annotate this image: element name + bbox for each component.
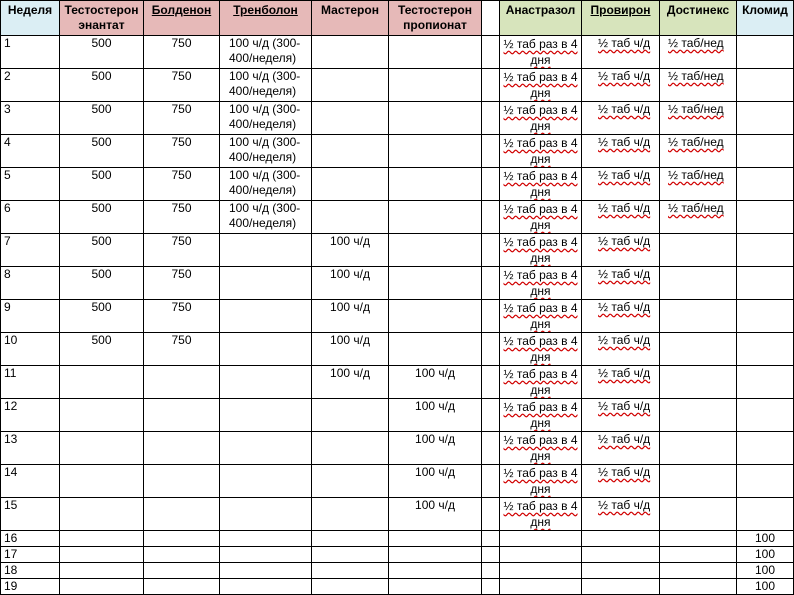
cell-spacer xyxy=(482,498,500,531)
cell-dostinex: ½ таб/нед xyxy=(660,201,737,234)
cell-proviron: ½ таб ч/д xyxy=(582,102,660,135)
cell-trenbolone: 100 ч/д (300-400/неделя) xyxy=(220,135,312,168)
cell-test-enanthate: 500 xyxy=(60,69,144,102)
cell-anastrozole: ½ таб раз в 4 дня xyxy=(500,234,582,267)
cell-clomid xyxy=(737,267,794,300)
cell-boldenone xyxy=(144,498,220,531)
cell-test-propionate: 100 ч/д xyxy=(389,498,482,531)
cell-spacer xyxy=(482,432,500,465)
cell-boldenone xyxy=(144,366,220,399)
cell-test-propionate xyxy=(389,234,482,267)
cell-clomid xyxy=(737,333,794,366)
cell-masteron xyxy=(312,102,389,135)
cell-boldenone xyxy=(144,399,220,432)
cell-boldenone xyxy=(144,432,220,465)
cell-week: 18 xyxy=(1,563,60,579)
cell-masteron: 100 ч/д xyxy=(312,333,389,366)
cell-anastrozole: ½ таб раз в 4 дня xyxy=(500,168,582,201)
cell-clomid: 100 xyxy=(737,547,794,563)
cell-test-propionate xyxy=(389,579,482,595)
cell-trenbolone xyxy=(220,300,312,333)
cell-test-enanthate xyxy=(60,366,144,399)
cell-test-enanthate: 500 xyxy=(60,234,144,267)
cell-spacer xyxy=(482,531,500,547)
cell-proviron: ½ таб ч/д xyxy=(582,234,660,267)
cell-test-propionate: 100 ч/д xyxy=(389,399,482,432)
cell-anastrozole: ½ таб раз в 4 дня xyxy=(500,69,582,102)
cell-spacer xyxy=(482,366,500,399)
cell-test-propionate xyxy=(389,36,482,69)
cell-proviron: ½ таб ч/д xyxy=(582,168,660,201)
cell-clomid xyxy=(737,432,794,465)
table-row xyxy=(1,69,794,102)
cell-anastrozole: ½ таб раз в 4 дня xyxy=(500,36,582,69)
cell-test-propionate xyxy=(389,333,482,366)
cell-boldenone: 750 xyxy=(144,201,220,234)
cell-masteron xyxy=(312,36,389,69)
cell-anastrozole xyxy=(500,531,582,547)
cell-week: 14 xyxy=(1,465,60,498)
cell-spacer xyxy=(482,102,500,135)
cell-trenbolone xyxy=(220,366,312,399)
cell-test-enanthate xyxy=(60,465,144,498)
cell-week: 4 xyxy=(1,135,60,168)
table-body xyxy=(1,36,794,595)
cell-trenbolone xyxy=(220,399,312,432)
cell-spacer xyxy=(482,69,500,102)
cell-week: 7 xyxy=(1,234,60,267)
cell-clomid xyxy=(737,168,794,201)
cell-test-propionate xyxy=(389,201,482,234)
cell-masteron xyxy=(312,465,389,498)
cell-proviron: ½ таб ч/д xyxy=(582,69,660,102)
cell-spacer xyxy=(482,36,500,69)
cell-boldenone xyxy=(144,579,220,595)
table-row xyxy=(1,135,794,168)
cell-spacer xyxy=(482,300,500,333)
cell-test-enanthate xyxy=(60,432,144,465)
cell-clomid xyxy=(737,498,794,531)
cell-anastrozole: ½ таб раз в 4 дня xyxy=(500,399,582,432)
cell-masteron xyxy=(312,498,389,531)
cell-trenbolone xyxy=(220,498,312,531)
cell-trenbolone xyxy=(220,563,312,579)
cell-spacer xyxy=(482,563,500,579)
table-row xyxy=(1,547,794,563)
cell-dostinex: ½ таб/нед xyxy=(660,36,737,69)
cell-boldenone xyxy=(144,547,220,563)
cell-clomid: 100 xyxy=(737,563,794,579)
cell-masteron: 100 ч/д xyxy=(312,366,389,399)
table-row xyxy=(1,267,794,300)
cell-boldenone: 750 xyxy=(144,69,220,102)
table-row xyxy=(1,563,794,579)
cell-masteron xyxy=(312,432,389,465)
cell-trenbolone xyxy=(220,267,312,300)
cell-test-enanthate xyxy=(60,531,144,547)
cell-week: 13 xyxy=(1,432,60,465)
cell-test-enanthate: 500 xyxy=(60,102,144,135)
cell-proviron: ½ таб ч/д xyxy=(582,201,660,234)
cell-proviron: ½ таб ч/д xyxy=(582,399,660,432)
cell-masteron: 100 ч/д xyxy=(312,300,389,333)
table-row xyxy=(1,300,794,333)
cell-week: 11 xyxy=(1,366,60,399)
cell-boldenone: 750 xyxy=(144,267,220,300)
table-row xyxy=(1,432,794,465)
cell-week: 2 xyxy=(1,69,60,102)
cell-anastrozole: ½ таб раз в 4 дня xyxy=(500,201,582,234)
table-row xyxy=(1,366,794,399)
cell-anastrozole: ½ таб раз в 4 дня xyxy=(500,300,582,333)
table-row xyxy=(1,399,794,432)
cell-spacer xyxy=(482,135,500,168)
cell-test-enanthate xyxy=(60,547,144,563)
cell-proviron xyxy=(582,547,660,563)
cell-dostinex xyxy=(660,563,737,579)
cell-test-propionate: 100 ч/д xyxy=(389,465,482,498)
cell-test-propionate xyxy=(389,563,482,579)
cell-test-enanthate: 500 xyxy=(60,135,144,168)
cell-boldenone: 750 xyxy=(144,333,220,366)
cell-trenbolone xyxy=(220,531,312,547)
table-row xyxy=(1,579,794,595)
table-row xyxy=(1,234,794,267)
cell-proviron xyxy=(582,563,660,579)
cell-week: 10 xyxy=(1,333,60,366)
cell-boldenone: 750 xyxy=(144,234,220,267)
cell-anastrozole: ½ таб раз в 4 дня xyxy=(500,267,582,300)
cell-dostinex xyxy=(660,465,737,498)
cell-week: 19 xyxy=(1,579,60,595)
cell-week: 3 xyxy=(1,102,60,135)
cell-week: 6 xyxy=(1,201,60,234)
cell-dostinex xyxy=(660,531,737,547)
cell-boldenone: 750 xyxy=(144,102,220,135)
cell-proviron: ½ таб ч/д xyxy=(582,333,660,366)
cell-dostinex: ½ таб/нед xyxy=(660,135,737,168)
cell-week: 8 xyxy=(1,267,60,300)
cell-test-enanthate xyxy=(60,563,144,579)
cell-dostinex xyxy=(660,267,737,300)
cell-clomid: 100 xyxy=(737,531,794,547)
cell-masteron xyxy=(312,135,389,168)
cell-anastrozole: ½ таб раз в 4 дня xyxy=(500,366,582,399)
cell-spacer xyxy=(482,465,500,498)
cell-boldenone: 750 xyxy=(144,135,220,168)
cell-spacer xyxy=(482,547,500,563)
header-test-propionate: Тестостерон пропионат xyxy=(389,1,482,36)
cell-clomid xyxy=(737,201,794,234)
cell-boldenone xyxy=(144,465,220,498)
cell-clomid: 100 xyxy=(737,579,794,595)
cell-anastrozole: ½ таб раз в 4 дня xyxy=(500,102,582,135)
cell-test-propionate: 100 ч/д xyxy=(389,366,482,399)
cell-spacer xyxy=(482,168,500,201)
cell-anastrozole xyxy=(500,547,582,563)
cell-week: 5 xyxy=(1,168,60,201)
cell-test-enanthate: 500 xyxy=(60,300,144,333)
cell-test-enanthate xyxy=(60,579,144,595)
cell-boldenone xyxy=(144,531,220,547)
cell-clomid xyxy=(737,69,794,102)
cell-masteron xyxy=(312,399,389,432)
cell-boldenone: 750 xyxy=(144,300,220,333)
cell-dostinex: ½ таб/нед xyxy=(660,69,737,102)
cell-dostinex xyxy=(660,300,737,333)
table-row xyxy=(1,36,794,69)
cell-masteron xyxy=(312,547,389,563)
cell-proviron: ½ таб ч/д xyxy=(582,465,660,498)
table-row xyxy=(1,333,794,366)
cell-proviron: ½ таб ч/д xyxy=(582,498,660,531)
cell-anastrozole: ½ таб раз в 4 дня xyxy=(500,465,582,498)
table-row xyxy=(1,102,794,135)
cell-test-enanthate: 500 xyxy=(60,201,144,234)
table-row xyxy=(1,498,794,531)
cell-test-enanthate xyxy=(60,399,144,432)
cell-test-propionate xyxy=(389,267,482,300)
cell-spacer xyxy=(482,201,500,234)
cell-trenbolone: 100 ч/д (300-400/неделя) xyxy=(220,36,312,69)
cell-test-propionate xyxy=(389,168,482,201)
cell-test-enanthate: 500 xyxy=(60,267,144,300)
table-row xyxy=(1,465,794,498)
cell-clomid xyxy=(737,366,794,399)
header-trenbolone: Тренболон xyxy=(220,1,312,36)
cell-week: 9 xyxy=(1,300,60,333)
cell-masteron: 100 ч/д xyxy=(312,234,389,267)
header-row xyxy=(1,1,794,36)
cell-boldenone: 750 xyxy=(144,168,220,201)
cell-trenbolone: 100 ч/д (300-400/неделя) xyxy=(220,69,312,102)
cell-test-enanthate: 500 xyxy=(60,36,144,69)
cell-dostinex: ½ таб/нед xyxy=(660,168,737,201)
cell-test-propionate xyxy=(389,531,482,547)
cell-dostinex xyxy=(660,366,737,399)
table-row xyxy=(1,531,794,547)
cell-proviron: ½ таб ч/д xyxy=(582,36,660,69)
cell-masteron xyxy=(312,579,389,595)
cell-trenbolone: 100 ч/д (300-400/неделя) xyxy=(220,201,312,234)
cell-dostinex xyxy=(660,234,737,267)
cell-anastrozole xyxy=(500,579,582,595)
header-spacer xyxy=(482,1,500,36)
cell-clomid xyxy=(737,102,794,135)
cell-proviron: ½ таб ч/д xyxy=(582,300,660,333)
cell-clomid xyxy=(737,36,794,69)
header-anastrozole: Анастразол xyxy=(500,1,582,36)
cell-spacer xyxy=(482,399,500,432)
cell-dostinex xyxy=(660,432,737,465)
cell-proviron: ½ таб ч/д xyxy=(582,267,660,300)
cell-trenbolone xyxy=(220,432,312,465)
cell-dostinex xyxy=(660,399,737,432)
cell-test-propionate xyxy=(389,547,482,563)
header-week: Неделя xyxy=(1,1,60,36)
cell-anastrozole: ½ таб раз в 4 дня xyxy=(500,333,582,366)
cell-anastrozole: ½ таб раз в 4 дня xyxy=(500,135,582,168)
cell-spacer xyxy=(482,579,500,595)
cell-proviron xyxy=(582,579,660,595)
table-row xyxy=(1,168,794,201)
cell-week: 17 xyxy=(1,547,60,563)
header-masteron: Мастерон xyxy=(312,1,389,36)
cell-dostinex xyxy=(660,547,737,563)
cell-dostinex: ½ таб/нед xyxy=(660,102,737,135)
cell-clomid xyxy=(737,234,794,267)
cell-clomid xyxy=(737,399,794,432)
cell-test-propionate xyxy=(389,69,482,102)
cell-trenbolone: 100 ч/д (300-400/неделя) xyxy=(220,168,312,201)
cell-proviron: ½ таб ч/д xyxy=(582,135,660,168)
cell-dostinex xyxy=(660,498,737,531)
cell-anastrozole: ½ таб раз в 4 дня xyxy=(500,498,582,531)
cell-spacer xyxy=(482,333,500,366)
cell-week: 16 xyxy=(1,531,60,547)
header-boldenone: Болденон xyxy=(144,1,220,36)
cell-week: 12 xyxy=(1,399,60,432)
cell-test-propionate xyxy=(389,135,482,168)
cell-proviron: ½ таб ч/д xyxy=(582,432,660,465)
table-row xyxy=(1,201,794,234)
cell-trenbolone xyxy=(220,547,312,563)
header-proviron: Провирон xyxy=(582,1,660,36)
cell-trenbolone xyxy=(220,333,312,366)
cell-test-enanthate xyxy=(60,498,144,531)
cell-masteron xyxy=(312,531,389,547)
cell-clomid xyxy=(737,135,794,168)
cell-trenbolone xyxy=(220,234,312,267)
cell-spacer xyxy=(482,234,500,267)
cell-trenbolone: 100 ч/д (300-400/неделя) xyxy=(220,102,312,135)
cell-clomid xyxy=(737,465,794,498)
cell-proviron: ½ таб ч/д xyxy=(582,366,660,399)
cell-masteron xyxy=(312,563,389,579)
cell-spacer xyxy=(482,267,500,300)
cell-test-enanthate: 500 xyxy=(60,168,144,201)
cell-test-propionate xyxy=(389,300,482,333)
cell-anastrozole: ½ таб раз в 4 дня xyxy=(500,432,582,465)
cell-masteron xyxy=(312,168,389,201)
cell-masteron: 100 ч/д xyxy=(312,267,389,300)
header-test-enanthate: Тестостерон энантат xyxy=(60,1,144,36)
cell-test-propionate xyxy=(389,102,482,135)
cell-week: 15 xyxy=(1,498,60,531)
cell-trenbolone xyxy=(220,465,312,498)
cell-masteron xyxy=(312,69,389,102)
cell-dostinex xyxy=(660,579,737,595)
header-dostinex: Достинекс xyxy=(660,1,737,36)
cell-dostinex xyxy=(660,333,737,366)
cell-masteron xyxy=(312,201,389,234)
cell-trenbolone xyxy=(220,579,312,595)
cell-clomid xyxy=(737,300,794,333)
header-clomid: Кломид xyxy=(737,1,794,36)
cell-test-enanthate: 500 xyxy=(60,333,144,366)
cell-test-propionate: 100 ч/д xyxy=(389,432,482,465)
cell-proviron xyxy=(582,531,660,547)
cell-boldenone xyxy=(144,563,220,579)
cell-boldenone: 750 xyxy=(144,36,220,69)
cell-week: 1 xyxy=(1,36,60,69)
cell-anastrozole xyxy=(500,563,582,579)
